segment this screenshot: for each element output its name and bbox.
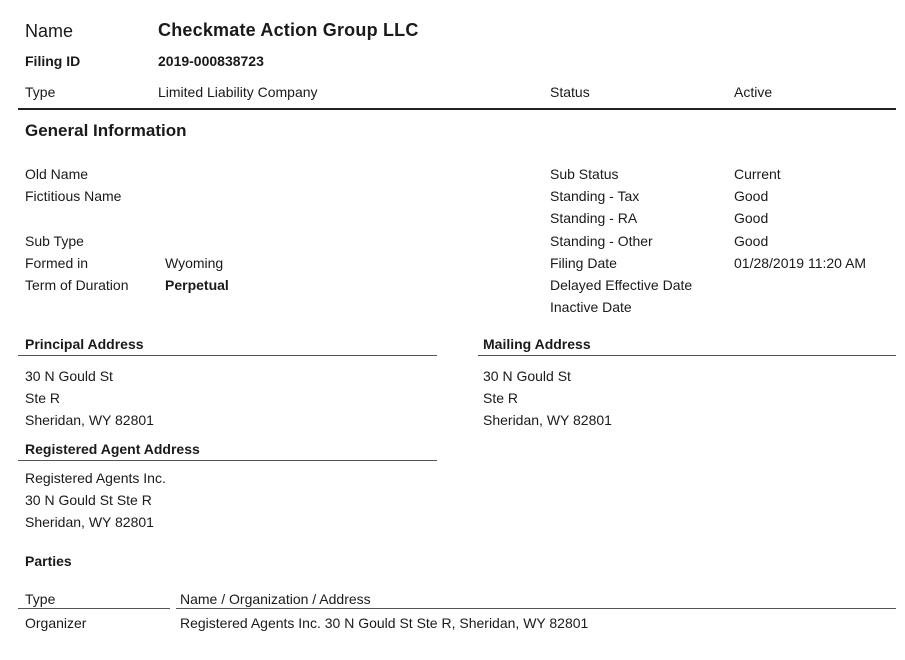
formed-in-value: Wyoming — [165, 255, 224, 271]
sub-status-value: Current — [734, 166, 781, 182]
status-value: Active — [734, 84, 773, 100]
name-label: Name — [25, 21, 74, 41]
general-information-title: General Information — [25, 121, 187, 140]
parties-name-rule — [176, 608, 896, 609]
registered-agent-line-1: Registered Agents Inc. — [25, 470, 166, 486]
registered-agent-line-2: 30 N Gould St Ste R — [25, 492, 152, 508]
filing-date-value: 01/28/2019 11:20 AM — [734, 255, 867, 271]
type-value: Limited Liability Company — [158, 84, 318, 100]
entity-name: Checkmate Action Group LLC — [158, 20, 419, 40]
formed-in-label: Formed in — [25, 255, 89, 271]
parties-column-type: Type — [25, 591, 56, 607]
sub-status-label: Sub Status — [550, 166, 619, 182]
registered-agent-address-title: Registered Agent Address — [25, 441, 200, 457]
standing-tax-value: Good — [734, 188, 769, 204]
principal-address-line-2: Ste R — [25, 390, 61, 406]
term-of-duration-value: Perpetual — [165, 277, 229, 293]
standing-ra-label: Standing - RA — [550, 210, 638, 226]
principal-address-title: Principal Address — [25, 336, 144, 352]
registered-agent-line-3: Sheridan, WY 82801 — [25, 514, 154, 530]
principal-address-line-3: Sheridan, WY 82801 — [25, 412, 154, 428]
filing-id-value: 2019-000838723 — [158, 53, 264, 69]
header-divider — [18, 108, 896, 110]
parties-type-rule — [18, 608, 170, 609]
delayed-effective-date-label: Delayed Effective Date — [550, 277, 693, 293]
mailing-address-line-3: Sheridan, WY 82801 — [483, 412, 612, 428]
standing-other-value: Good — [734, 233, 769, 249]
registered-agent-rule — [18, 460, 437, 461]
principal-address-rule — [18, 355, 437, 356]
mailing-address-line-1: 30 N Gould St — [483, 368, 571, 384]
sub-type-label: Sub Type — [25, 233, 84, 249]
filing-date-label: Filing Date — [550, 255, 617, 271]
parties-title: Parties — [25, 553, 72, 569]
inactive-date-label: Inactive Date — [550, 299, 632, 315]
filing-id-label: Filing ID — [25, 53, 81, 69]
party-type: Organizer — [25, 615, 87, 631]
term-of-duration-label: Term of Duration — [25, 277, 129, 293]
party-name: Registered Agents Inc. 30 N Gould St Ste R, Sheridan, WY 82801 — [180, 615, 589, 631]
old-name-label: Old Name — [25, 166, 89, 182]
parties-column-name: Name / Organization / Address — [180, 591, 371, 607]
principal-address-line-1: 30 N Gould St — [25, 368, 113, 384]
mailing-address-title: Mailing Address — [483, 336, 591, 352]
type-label: Type — [25, 84, 56, 100]
standing-tax-label: Standing - Tax — [550, 188, 640, 204]
standing-ra-value: Good — [734, 210, 769, 226]
mailing-address-rule — [478, 355, 896, 356]
fictitious-name-label: Fictitious Name — [25, 188, 122, 204]
status-label: Status — [550, 84, 590, 100]
mailing-address-line-2: Ste R — [483, 390, 519, 406]
standing-other-label: Standing - Other — [550, 233, 653, 249]
